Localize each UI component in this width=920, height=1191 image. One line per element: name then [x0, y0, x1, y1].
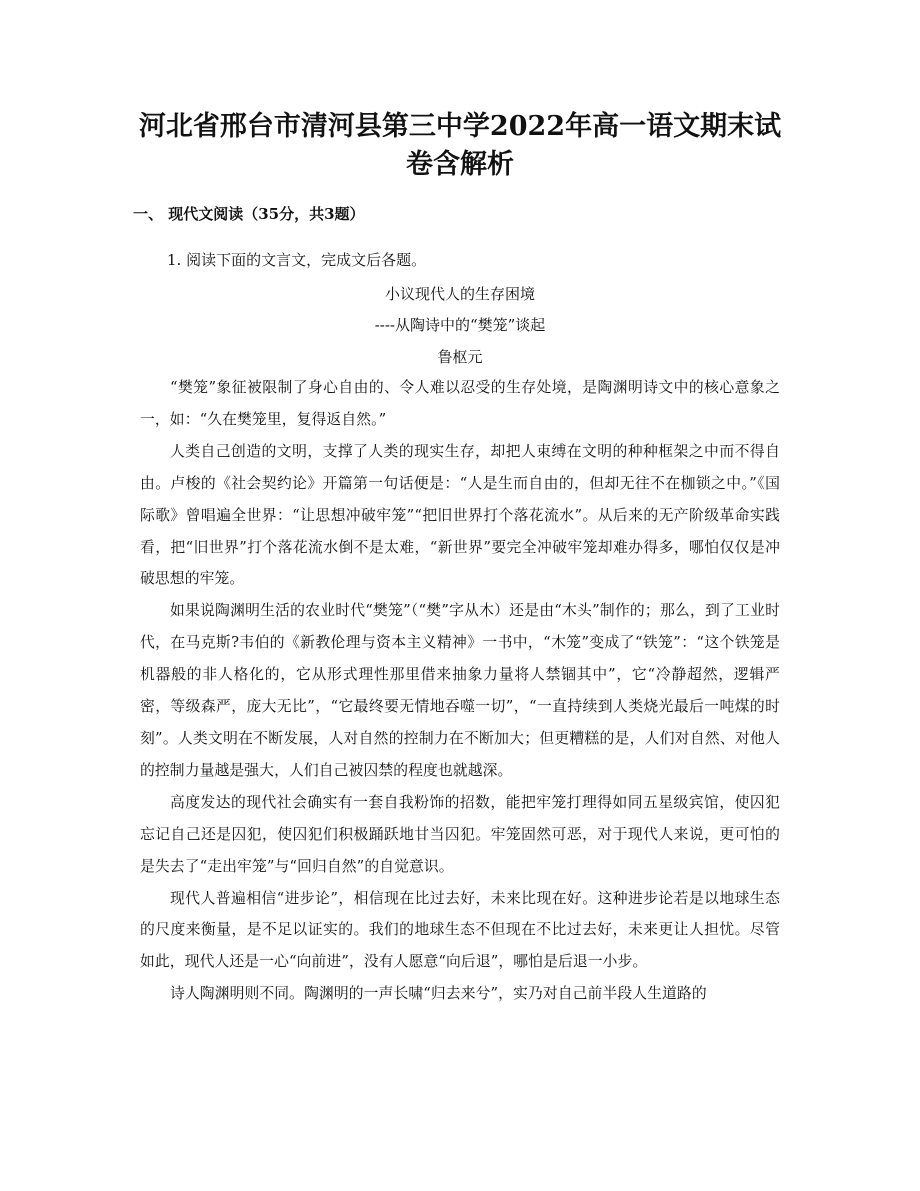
article-body — [140, 372, 780, 1010]
section-heading: 一、 现代文阅读（35分，共3题） — [133, 205, 365, 223]
document-title — [120, 108, 800, 184]
article-paragraph: 人类自己创造的文明，支撑了人类的现实生存，却把人束缚在文明的种种框架之中而不得自由。卢梭的《社会契约论》开篇第一句话便是：“人是生而自由的，但却无往不在枷锁之中。”《国际歌》曾唱遍全世界：“让思想冲破牢笼”“把旧世界打个落花流水”。从后来的无产阶级革命实践看，把“旧世界”打个落花流水倒不是太难，“新世界”要完全冲破牢笼却难办得多，哪怕仅仅是冲破思想的牢笼。 — [140, 442, 780, 588]
article-paragraph: 高度发达的现代社会确实有一套自我粉饰的招数，能把牢笼打理得如同五星级宾馆，使囚犯忘记自己还是囚犯，使囚犯们积极踊跃地甘当囚犯。牢笼固然可恶，对于现代人来说，更可怕的是失去了“走出牢笼”与“回归自然”的自觉意识。 — [140, 793, 780, 875]
article-author: 鲁枢元 — [437, 348, 483, 366]
article-subtitle: ----从陶诗中的“樊笼”谈起 — [374, 316, 546, 334]
document-title-line-1: 河北省邢台市清河县第三中学2022年高一语文期末试 — [138, 111, 782, 142]
article-paragraph: 如果说陶渊明生活的农业时代“樊笼”（“樊”字从木）还是由“木头”制作的；那么，到了工业时代，在马克斯?韦伯的《新教伦理与资本主义精神》一书中，“木笼”变成了“铁笼”：“这个铁笼是机器般的非人格化的，它从形式理性那里借来抽象力量将人禁锢其中”，它“冷静超然，逻辑严密，等级森严，庞大无比”，“它最终要无情地吞噬一切”，“一直持续到人类烧光最后一吨煤的时刻”。人类文明在不断发展，人对自然的控制力在不断加大；但更糟糕的是，人们对自然、对他人的控制力量越是强大，人们自己被囚禁的程度也就越深。 — [140, 602, 780, 779]
document-title-line-2: 卷含解析 — [406, 149, 514, 180]
article-paragraph: “樊笼”象征被限制了身心自由的、令人难以忍受的生存处境，是陶渊明诗文中的核心意象之一，如：“久在樊笼里，复得返自然。” — [140, 379, 780, 428]
article-title: 小议现代人的生存困境 — [384, 285, 535, 303]
question-intro: 1. 阅读下面的文言文，完成文后各题。 — [167, 251, 427, 269]
article-paragraph: 现代人普遍相信“进步论”，相信现在比过去好，未来比现在好。这种进步论若是以地球生态的尺度来衡量，是不足以证实的。我们的地球生态不但现在不比过去好，未来更让人担忧。尽管如此，现代人还是一心“向前进”，没有人愿意“向后退”，哪怕是后退一小步。 — [140, 889, 780, 971]
article-paragraph: 诗人陶渊明则不同。陶渊明的一声长啸“归去来兮”，实乃对自己前半段人生道路的 — [170, 985, 707, 1003]
